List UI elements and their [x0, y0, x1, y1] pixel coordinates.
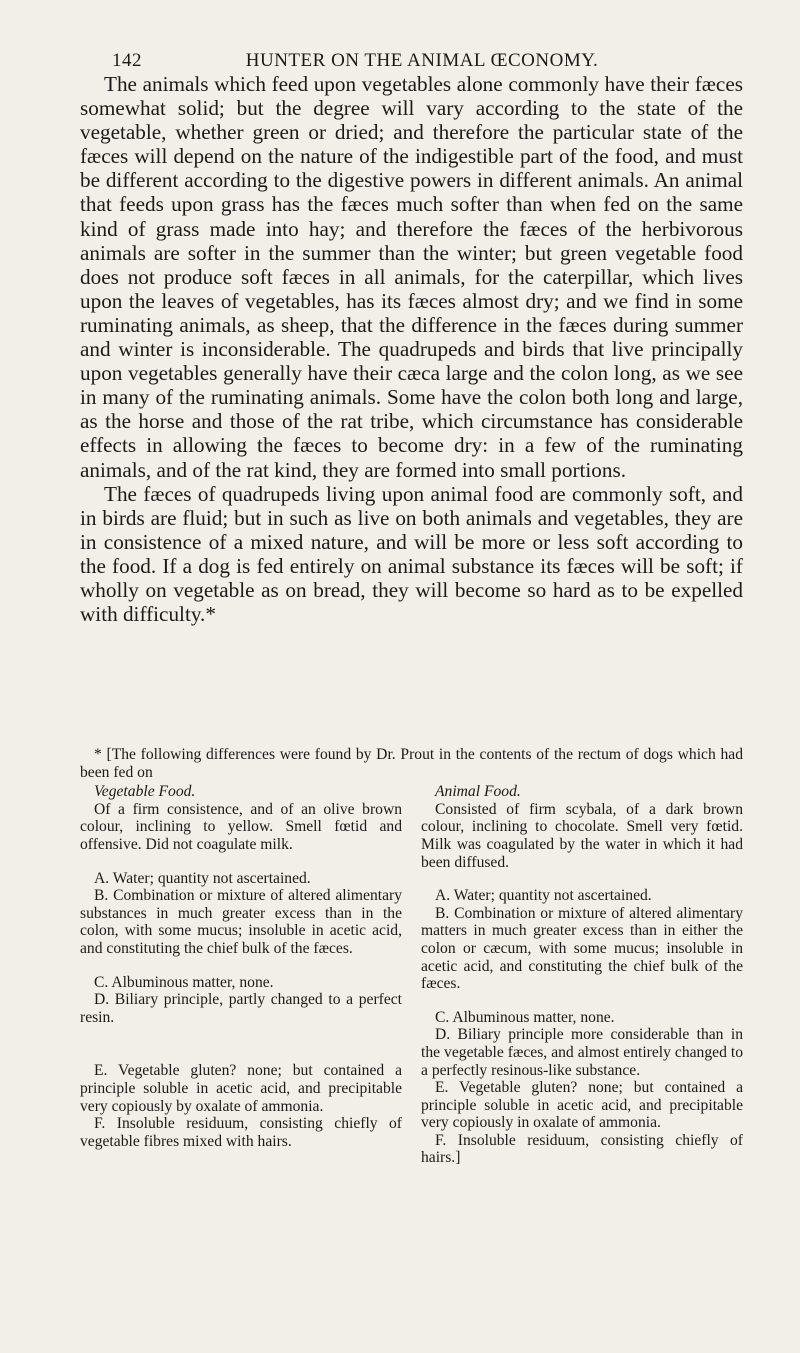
item-b: B. Combination or mixture of altered alimentary matters in much greater excess than in either the colon or cæcum, with some mucus; insoluble in acetic acid, and constituting the chief bulk of the fæces. [421, 904, 743, 993]
column-lead: Consisted of firm scybala, of a dark brown colour, inclining to chocolate. Smell very fœtid. Milk was coagulated by the water in which it had been diffused. [421, 800, 743, 871]
column-heading: Animal Food. [435, 783, 521, 801]
item-d: D. Biliary principle more considerable than in the vegetable fæces, and almost entirely changed to a perfectly resinous-like substance. [421, 1026, 743, 1079]
comparison-columns [80, 783, 743, 1167]
item-c: C. Albuminous matter, none. [435, 1008, 615, 1026]
footnote [80, 746, 743, 1167]
item-c: C. Albuminous matter, none. [94, 973, 274, 991]
animal-food-column [421, 783, 743, 1167]
item-f: F. Insoluble residuum, consisting chiefly of vegetable fibres mixed with hairs. [80, 1115, 402, 1150]
page-number: 142 [112, 50, 142, 71]
item-e: E. Vegetable gluten? none; but contained a principle soluble in acetic acid, and precipitable very copiously by oxalate of ammonia. [80, 1062, 402, 1115]
paragraph: The fæces of quadrupeds living upon animal food are commonly soft, and in birds are fluid; but in such as live on both animals and vegetables, they are in consistence of a mixed nature, and will be more or less soft according to the food. If a dog is fed entirely on animal substance its fæces will be soft; if wholly on vegetable as on bread, they will become so hard as to be expelled with difficulty.* [80, 481, 743, 627]
item-b: B. Combination or mixture of altered alimentary substances in much greater excess than in the colon, with some mucus; insoluble in acetic acid, and constituting the chief bulk of the fæces. [80, 887, 402, 957]
item-e: E. Vegetable gluten? none; but contained a principle soluble in acetic acid, and precipitable very copiously in oxalate of ammonia. [421, 1079, 743, 1132]
item-a: A. Water; quantity not ascertained. [435, 887, 652, 905]
column-lead: Of a firm consistence, and of an olive brown colour, inclining to yellow. Smell fœtid and offensive. Did not coagulate milk. [80, 800, 402, 853]
item-d: D. Biliary principle, partly changed to a perfect resin. [80, 991, 402, 1026]
vegetable-food-column [80, 783, 402, 1167]
paragraph: The animals which feed upon vegetables alone commonly have their fæces somewhat solid; but the degree will vary according to the state of the vegetable, whether green or dried; and therefore the particular state of the fæces will depend on the nature of the indigestible part of the food, and must be different according to the digestive powers in different animals. An animal that feeds upon grass has the fæces much softer than when fed on the same kind of grass made into hay; and therefore the fæces of the herbivorous animals are softer in the summer than the winter; but green vegetable food does not produce soft fæces in all animals, for the caterpillar, which lives upon the leaves of vegetables, has its fæces almost dry; and we find in some ruminating animals, as sheep, that the difference in the fæces during summer and winter is inconsiderable. The quadrupeds and birds that live principally upon vegetables generally have their cæca large and the colon long, as we see in many of the ruminating animals. Some have the colon both long and large, as the horse and those of the rat tribe, which circumstance has considerable effects in allowing the fæces to become dry: in a few of the ruminating animals, and of the rat kind, they are formed into small portions. [80, 72, 743, 482]
column-heading: Vegetable Food. [94, 783, 196, 801]
footnote-intro: * [The following differences were found by Dr. Prout in the contents of the rectum of dogs which had been fed on [80, 746, 743, 781]
item-f: F. Insoluble residuum, consisting chiefly of hairs.] [421, 1131, 743, 1167]
main-text [80, 72, 743, 626]
running-head: HUNTER ON THE ANIMAL ŒCONOMY. [245, 50, 599, 71]
page-header [112, 50, 732, 72]
item-a: A. Water; quantity not ascertained. [94, 869, 311, 887]
